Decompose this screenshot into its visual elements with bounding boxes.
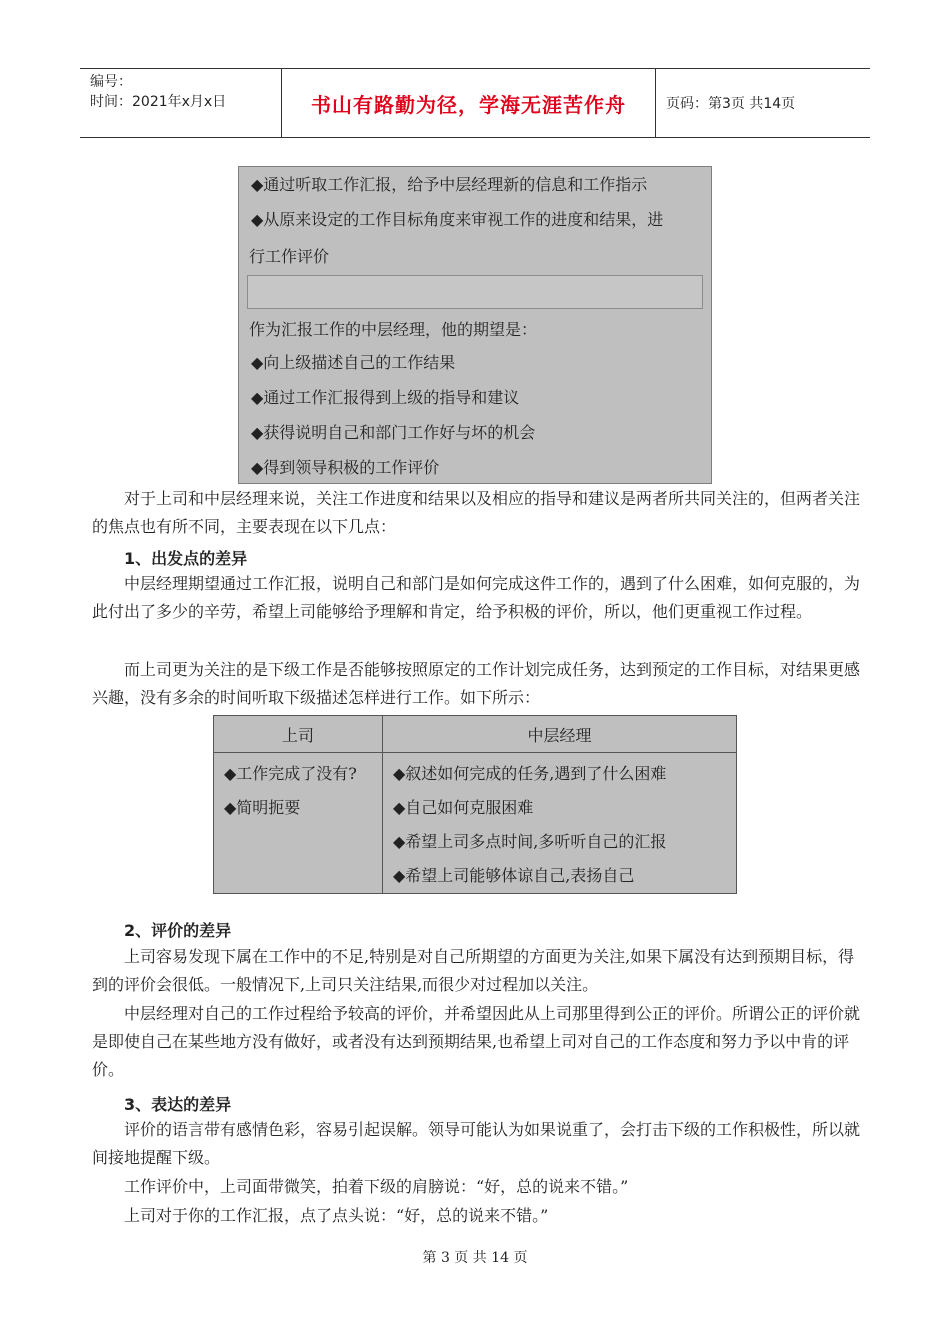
list-item: ◆得到领导积极的工作评价 (251, 458, 440, 477)
table-item: ◆希望上司多点时间,多听听自己的汇报 (393, 832, 667, 851)
table-item: ◆叙述如何完成的任务,遇到了什么困难 (393, 764, 667, 783)
list-item: ◆获得说明自己和部门工作好与坏的机会 (251, 423, 536, 442)
table-cell-manager (383, 753, 737, 894)
list-item-continuation: 行工作评价 (249, 247, 330, 266)
table-header-row (214, 716, 737, 753)
table-header: 上司 (214, 716, 383, 753)
section-heading: 1、出发点的差异 (124, 549, 248, 568)
header-page-info: 页码：第3页 共14页 (666, 96, 796, 112)
table-row (214, 753, 737, 894)
section-heading: 3、表达的差异 (124, 1095, 232, 1114)
paragraph: 对于上司和中层经理来说，关注工作进度和结果以及相应的指导和建议是两者所共同关注的，但两者关注的焦点也有所不同，主要表现在以下几点： (92, 489, 861, 536)
table-item: ◆简明扼要 (224, 798, 301, 817)
list-item: ◆向上级描述自己的工作结果 (251, 353, 456, 372)
document-date: 时间：2021年x月x日 (90, 94, 227, 110)
table-item: ◆工作完成了没有? (224, 764, 357, 783)
list-item: ◆从原来设定的工作目标角度来审视工作的进度和结果，进 (251, 210, 664, 229)
paragraph: 上司对于你的工作汇报，点了点头说：“好，总的说来不错。” (124, 1206, 549, 1225)
box-intro-text: 作为汇报工作的中层经理，他的期望是： (249, 320, 538, 339)
list-item: ◆通过听取工作汇报，给予中层经理新的信息和工作指示 (251, 175, 648, 194)
empty-inner-box (247, 275, 703, 309)
document-number-label: 编号： (90, 74, 132, 90)
comparison-table (213, 715, 737, 894)
page-header (80, 68, 870, 138)
page-footer: 第 3 页 共 14 页 (422, 1250, 528, 1266)
paragraph: 中层经理对自己的工作过程给予较高的评价，并希望因此从上司那里得到公正的评价。所谓公正的评价就是即使自己在某些地方没有做好，或者没有达到预期结果,也希望上司对自己的工作态度和努力予以中肯的评价。 (92, 1004, 861, 1079)
table-cell-supervisor (214, 753, 383, 894)
section-heading: 2、评价的差异 (124, 921, 232, 940)
paragraph: 中层经理期望通过工作汇报，说明自己和部门是如何完成这件工作的，遇到了什么困难，如何克服的，为此付出了多少的辛劳，希望上司能够给予理解和肯定，给予积极的评价，所以，他们更重视工作过程。 (92, 574, 861, 621)
table-header: 中层经理 (383, 716, 737, 753)
paragraph: 而上司更为关注的是下级工作是否能够按照原定的工作计划完成任务，达到预定的工作目标，对结果更感兴趣，没有多余的时间听取下级描述怎样进行工作。如下所示： (92, 660, 861, 707)
table-item: ◆希望上司能够体谅自己,表扬自己 (393, 866, 635, 885)
paragraph: 评价的语言带有感情色彩，容易引起误解。领导可能认为如果说重了，会打击下级的工作积极性，所以就间接地提醒下级。 (92, 1120, 861, 1167)
paragraph: 上司容易发现下属在工作中的不足,特别是对自己所期望的方面更为关注,如果下属没有达到预期目标，得到的评价会很低。一般情况下,上司只关注结果,而很少对过程加以关注。 (92, 947, 855, 994)
header-motto: 书山有路勤为径，学海无涯苦作舟 (282, 69, 656, 137)
paragraph: 工作评价中，上司面带微笑，拍着下级的肩膀说：“好，总的说来不错。” (124, 1177, 629, 1196)
header-meta (80, 69, 282, 137)
table-item: ◆自己如何克服困难 (393, 798, 534, 817)
supervisor-expectations-box (238, 166, 712, 484)
list-item: ◆通过工作汇报得到上级的指导和建议 (251, 388, 520, 407)
